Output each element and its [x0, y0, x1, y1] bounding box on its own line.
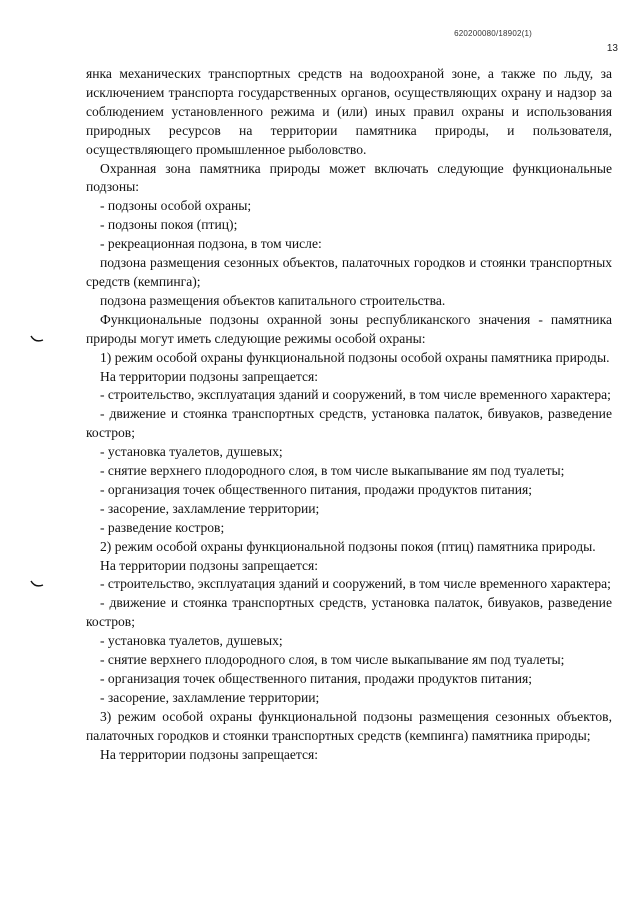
- paragraph: Функциональные подзоны охранной зоны республиканского значения - памятника природы могут иметь следующие режимы особой охраны:: [86, 311, 612, 346]
- list-item: - разведение костров;: [100, 519, 225, 535]
- list-item: - движение и стоянка транспортных средств, установка палаток, бивуаков, разведение костров;: [86, 406, 612, 441]
- list-item: - строительство, эксплуатация зданий и сооружений, в том числе временного характера;: [100, 576, 611, 592]
- margin-mark: [30, 334, 44, 344]
- list-item: - установка туалетов, душевых;: [100, 444, 283, 460]
- paragraph: На территории подзоны запрещается:: [100, 746, 319, 762]
- document-id: 620200080/18902(1): [454, 29, 532, 38]
- list-item: - движение и стоянка транспортных средств, установка палаток, бивуаков, разведение костров;: [86, 595, 612, 630]
- paragraph: 2) режим особой охраны функциональной подзоны покоя (птиц) памятника природы.: [100, 538, 596, 554]
- list-item: - организация точек общественного питания, продажи продуктов питания;: [100, 481, 533, 497]
- paragraph: подзона размещения объектов капитального строительства.: [100, 292, 446, 308]
- margin-mark: [30, 579, 44, 589]
- list-item: - установка туалетов, душевых;: [100, 633, 283, 649]
- paragraph: На территории подзоны запрещается:: [100, 557, 319, 573]
- document-body: [86, 65, 612, 765]
- list-item: - засорение, захламление территории;: [100, 689, 320, 705]
- list-item: - строительство, эксплуатация зданий и сооружений, в том числе временного характера;: [100, 387, 611, 403]
- list-item: - рекреационная подзона, в том числе:: [100, 236, 322, 252]
- paragraph: На территории подзоны запрещается:: [100, 368, 319, 384]
- page-number: 13: [606, 43, 618, 54]
- paragraph: 3) режим особой охраны функциональной подзоны размещения сезонных объектов, палаточных городков и стоянки транспортных средств (кемпинга) памятника природы;: [86, 708, 612, 743]
- list-item: - снятие верхнего плодородного слоя, в том числе выкапывание ям под туалеты;: [100, 463, 565, 479]
- paragraph: 1) режим особой охраны функциональной подзоны особой охраны памятника природы.: [100, 349, 610, 365]
- list-item: - засорение, захламление территории;: [100, 500, 320, 516]
- list-item: - подзоны покоя (птиц);: [100, 217, 238, 233]
- paragraph: подзона размещения сезонных объектов, палаточных городков и стоянки транспортных средств (кемпинга);: [86, 255, 612, 289]
- list-item: - организация точек общественного питания, продажи продуктов питания;: [100, 671, 533, 686]
- paragraph: Охранная зона памятника природы может включать следующие функциональные подзоны:: [86, 160, 612, 195]
- paragraph: янка механических транспортных средств на водоохраной зоне, а также по льду, за исключением транспорта государственных органов, осуществляющих охрану и надзор за соблюдением установленного режима и (или) иных правил охраны и использования природных ресурсов на территории памятника природы, и пользователя, осуществляющего промышленное рыболовство.: [86, 66, 612, 157]
- list-item: - подзоны особой охраны;: [100, 198, 252, 214]
- list-item: - снятие верхнего плодородного слоя, в том числе выкапывание ям под туалеты;: [100, 652, 565, 668]
